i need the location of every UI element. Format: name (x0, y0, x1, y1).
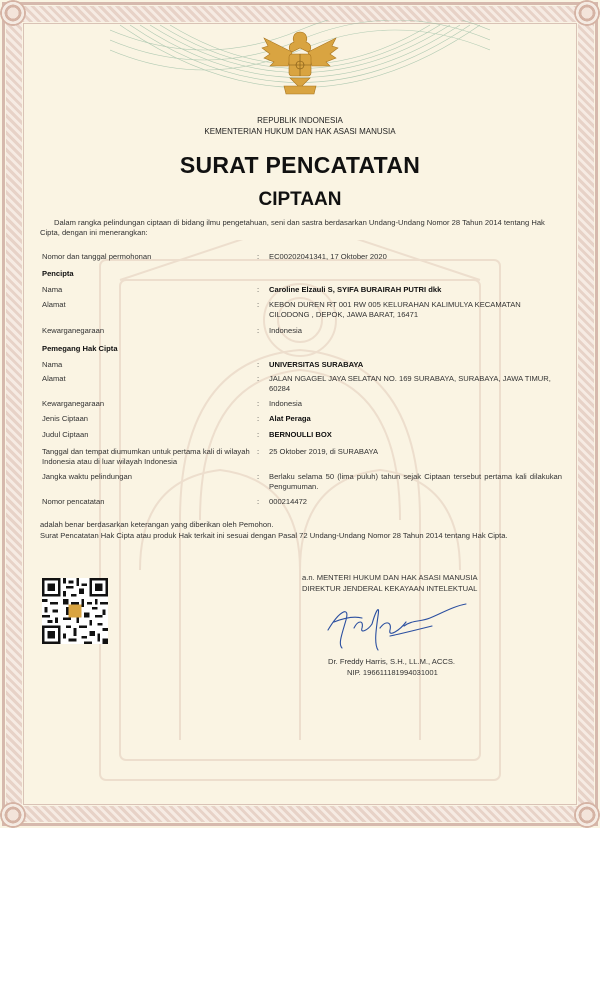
field-separator: : (257, 497, 260, 506)
field-label: Alamat (42, 374, 66, 383)
field-label: Alamat (42, 300, 66, 309)
field-separator: : (257, 447, 260, 456)
field-separator: : (257, 360, 260, 369)
document-subtitle: CIPTAAN (258, 189, 342, 210)
footer-legal-basis: Surat Pencatatan Hak Cipta atau produk Hak terkait ini sesuai dengan Pasal 72 Undang-Undang Nomor 28 Tahun 2014 tentang Hak Cipta. (40, 531, 508, 540)
field-label: Kewarganegaraan (42, 326, 105, 335)
corner-ornament-icon (0, 0, 26, 26)
field-label: Tanggal dan tempat diumumkan untuk pertama kali di wilayah Indonesia atau di luar wilayah Indonesia (42, 447, 250, 466)
field-separator: : (257, 399, 260, 408)
field-value: KEBON DUREN RT 001 RW 005 KELURAHAN KALIMULYA KECAMATAN CILODONG , DEPOK, JAWA BARAT, 16471 (269, 300, 521, 319)
section-holder: Pemegang Hak Cipta (42, 344, 118, 353)
signature-icon (320, 600, 470, 652)
field-value: BERNOULLI BOX (269, 430, 332, 439)
field-value: Indonesia (269, 399, 302, 408)
garuda-emblem-icon (258, 28, 342, 100)
field-value: 25 Oktober 2019, di SURABAYA (269, 447, 379, 456)
field-value: UNIVERSITAS SURABAYA (269, 360, 364, 369)
field-value: EC00202041341, 17 Oktober 2020 (269, 252, 387, 261)
field-separator: : (257, 252, 260, 261)
field-separator: : (257, 472, 260, 481)
corner-ornament-icon (574, 0, 600, 26)
document-title: SURAT PENCATATAN (179, 152, 421, 178)
field-label: Jenis Ciptaan (42, 414, 89, 423)
signatory-nip: NIP. 196611181994031001 (347, 668, 438, 677)
field-separator: : (257, 285, 260, 294)
signatory-name: Dr. Freddy Harris, S.H., LL.M., ACCS. (328, 657, 456, 666)
field-label: Jangka waktu pelindungan (42, 472, 132, 481)
field-separator: : (257, 430, 260, 439)
corner-ornament-icon (574, 802, 600, 828)
header-country: REPUBLIK INDONESIA (257, 116, 343, 125)
field-value: Caroline Elzauli S, SYIFA BURAIRAH PUTRI dkk (269, 285, 442, 294)
field-separator: : (257, 300, 260, 309)
field-value: Indonesia (269, 326, 302, 335)
field-separator: : (257, 326, 260, 335)
section-creator: Pencipta (42, 269, 74, 278)
field-value: 000214472 (269, 497, 308, 506)
footer-statement: adalah benar berdasarkan keterangan yang diberikan oleh Pemohon. (40, 520, 274, 529)
field-value: Berlaku selama 50 (lima puluh) tahun sejak Ciptaan tersebut pertama kali dilakukan Pengumuman. (269, 472, 562, 491)
field-label: Nomor dan tanggal permohonan (42, 252, 152, 261)
field-label: Judul Ciptaan (42, 430, 89, 439)
field-separator: : (257, 374, 260, 383)
field-value: JALAN NGAGEL JAYA SELATAN NO. 169 SURABAYA, SURABAYA, JAWA TIMUR, 60284 (269, 374, 551, 393)
qr-code-icon[interactable] (42, 578, 108, 644)
field-separator: : (257, 414, 260, 423)
signature-position: DIREKTUR JENDERAL KEKAYAAN INTELEKTUAL (302, 584, 478, 593)
header-ministry: KEMENTERIAN HUKUM DAN HAK ASASI MANUSIA (204, 127, 396, 136)
corner-ornament-icon (0, 802, 26, 828)
field-value: Alat Peraga (269, 414, 311, 423)
field-label: Kewarganegaraan (42, 399, 105, 408)
field-label: Nama (42, 285, 63, 294)
signature-on-behalf: a.n. MENTERI HUKUM DAN HAK ASASI MANUSIA (302, 573, 478, 582)
field-label: Nama (42, 360, 63, 369)
intro-paragraph: Dalam rangka pelindungan ciptaan di bidang ilmu pengetahuan, seni dan sastra berdasarkan Undang-Undang Nomor 28 Tahun 2014 tentang Hak Cipta, dengan ini menerangkan: (40, 218, 545, 237)
field-label: Nomor pencatatan (42, 497, 105, 506)
